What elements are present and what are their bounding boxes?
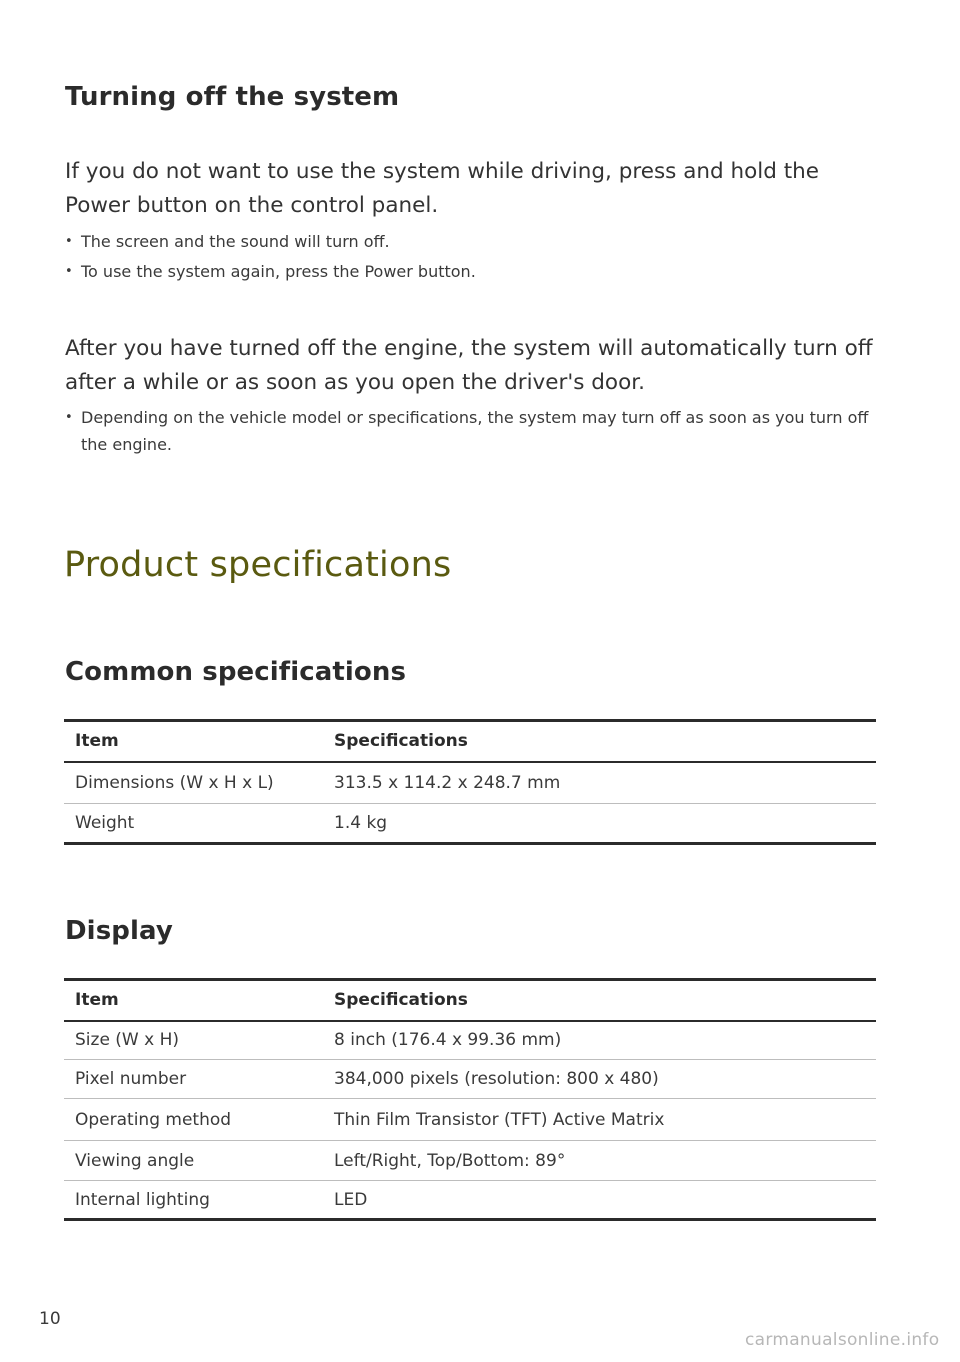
watermark: carmanualsonline.info <box>745 1330 940 1350</box>
section-heading-turning-off: Turning off the system <box>65 82 400 112</box>
table-cell-item: Size (W x H) <box>75 1030 180 1051</box>
bullet-text: The screen and the sound will turn off. <box>81 232 390 251</box>
table-header-row <box>64 980 876 1021</box>
section-heading-common-specifications: Common specifications <box>65 657 407 687</box>
bullet-text: To use the system again, press the Power button. <box>81 262 476 281</box>
page-title-product-specifications: Product specifications <box>64 545 452 585</box>
table-header-row <box>64 721 876 762</box>
column-header-item: Item <box>75 990 119 1011</box>
table-row <box>64 762 876 804</box>
bullet-dot-icon: • <box>65 264 73 279</box>
table-cell-item: Viewing angle <box>75 1150 195 1171</box>
table-cell-item: Internal lighting <box>75 1189 210 1210</box>
column-header-item: Item <box>75 731 119 752</box>
table-cell-value: Thin Film Transistor (TFT) Active Matrix <box>334 1109 665 1130</box>
table-cell-item: Operating method <box>75 1109 232 1130</box>
bullet-dot-icon: • <box>65 234 73 249</box>
table-row <box>64 804 876 844</box>
table-cell-item: Dimensions (W x H x L) <box>75 772 274 793</box>
bullet-item <box>65 258 881 285</box>
table-cell-value: Left/Right, Top/Bottom: 89° <box>334 1150 566 1171</box>
table-cell-value: 8 inch (176.4 x 99.36 mm) <box>334 1030 562 1051</box>
page-number: 10 <box>39 1309 61 1329</box>
section-heading-display: Display <box>65 916 173 946</box>
table-row <box>64 1141 876 1181</box>
table-row <box>64 1021 876 1060</box>
paragraph-power-button: If you do not want to use the system while driving, press and hold the Power button on the control panel. <box>65 159 820 218</box>
table-cell-value: 313.5 x 114.2 x 248.7 mm <box>334 772 561 793</box>
table-cell-value: LED <box>334 1189 368 1210</box>
table-cell-item: Pixel number <box>75 1069 187 1089</box>
table-row <box>64 1060 876 1099</box>
bullet-dot-icon: • <box>65 410 73 425</box>
bullet-text: Depending on the vehicle model or specifications, the system may turn off as soon as you turn off the engine. <box>81 408 869 454</box>
table-cell-value: 384,000 pixels (resolution: 800 x 480) <box>334 1069 659 1089</box>
bullet-item <box>65 228 881 255</box>
table-cell-item: Weight <box>75 813 135 833</box>
table-row <box>64 1099 876 1141</box>
table-cell-value: 1.4 kg <box>334 813 388 833</box>
column-header-specifications: Specifications <box>334 990 468 1011</box>
paragraph-engine-off: After you have turned off the engine, the system will automatically turn off after a while or as soon as you open the driver's door. <box>65 336 873 395</box>
display-specifications-table <box>64 978 876 1221</box>
common-specifications-table <box>64 719 876 845</box>
column-header-specifications: Specifications <box>334 731 468 752</box>
bullet-item <box>65 404 881 458</box>
table-row <box>64 1181 876 1220</box>
